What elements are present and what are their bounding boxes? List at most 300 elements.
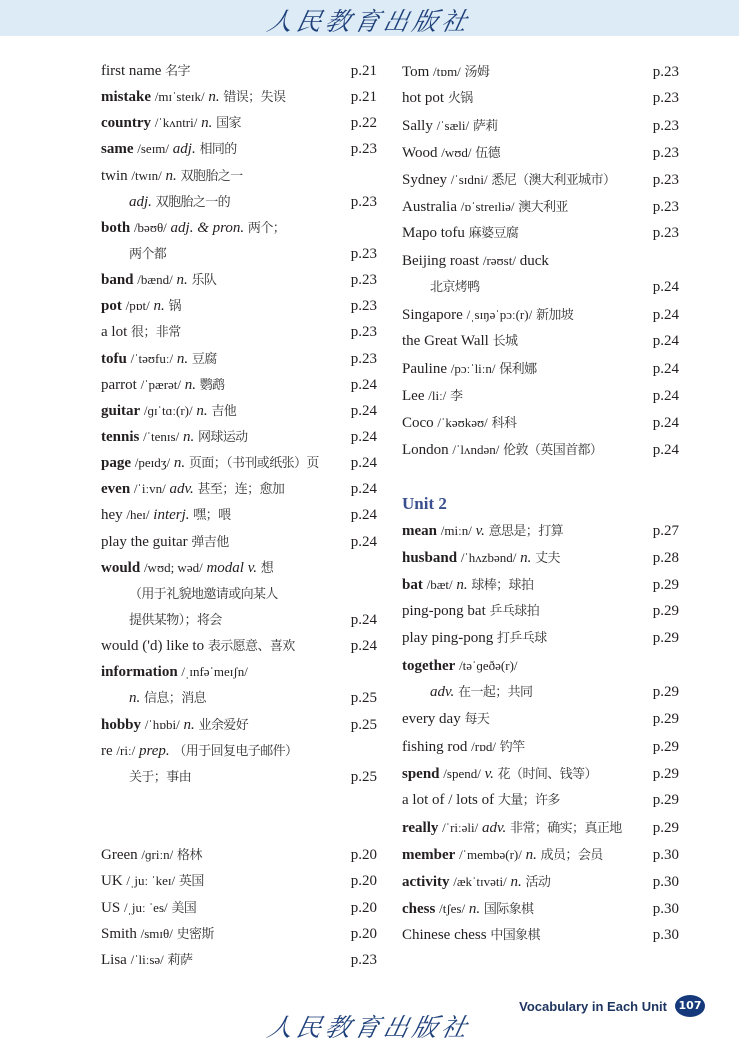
- part-of-speech: n.: [182, 428, 195, 445]
- headword: Pauline: [402, 361, 447, 377]
- phonetic: /ˈhɒbi/: [144, 716, 180, 732]
- entry-text: [402, 706, 489, 733]
- headword: Chinese chess: [402, 927, 487, 943]
- headword-continued: duck: [519, 253, 549, 269]
- headword: would: [101, 559, 141, 576]
- page-reference: p.23: [350, 951, 377, 968]
- vocab-entry: [101, 58, 377, 84]
- headword: page: [101, 455, 131, 472]
- page-reference: p.29: [652, 792, 679, 808]
- entry-text: [402, 733, 525, 761]
- page-reference: p.24: [350, 533, 377, 550]
- vocab-entry: [402, 409, 679, 436]
- entry-text: [101, 581, 278, 608]
- entry-text: [402, 922, 540, 949]
- phonetic: /ˈkʌntri/: [154, 115, 198, 131]
- page-reference: p.24: [652, 279, 679, 295]
- spacer: [402, 463, 679, 490]
- phonetic: /təˈɡeðə(r)/: [459, 658, 518, 673]
- headword: fishing rod: [402, 739, 468, 755]
- part-of-speech: interj.: [153, 507, 190, 524]
- definition: 在一起；共同: [458, 685, 533, 700]
- vocab-entry: [101, 163, 377, 189]
- entry-text: [402, 679, 532, 706]
- part-of-speech: prep.: [138, 742, 170, 759]
- phonetic: /ɡɪˈtɑː(r)/: [143, 402, 193, 418]
- vocab-entry: [101, 868, 377, 894]
- page-reference: p.24: [350, 455, 377, 472]
- entry-text: [402, 841, 603, 869]
- definition: 乐队: [191, 273, 217, 289]
- definition: 北京烤鸭: [430, 280, 480, 295]
- vocab-entry: [101, 267, 377, 293]
- vocab-entry: [101, 424, 377, 450]
- headword: play the guitar: [101, 533, 188, 550]
- vocab-entry: [101, 189, 377, 215]
- phonetic: /ɒˈstreɪliə/: [460, 199, 515, 214]
- entry-text: [101, 398, 236, 425]
- headword: activity: [402, 874, 450, 890]
- entry-text: [402, 301, 573, 329]
- part-of-speech: adv.: [430, 684, 455, 700]
- part-of-speech: adv.: [482, 820, 507, 836]
- headword: guitar: [101, 402, 141, 419]
- definition: 每天: [464, 712, 490, 727]
- phonetic: /mɪˈsteɪk/: [154, 89, 205, 105]
- vocab-entry: [101, 712, 377, 738]
- vocab-entry: [101, 842, 377, 868]
- phonetic: /ˈliːsə/: [130, 951, 164, 967]
- page-reference: p.23: [652, 199, 679, 215]
- phonetic: /ˌɪnfəˈmeɪʃn/: [181, 664, 248, 680]
- definition: 新加坡: [535, 308, 574, 323]
- entry-text: [101, 764, 191, 791]
- page-reference: p.23: [350, 245, 377, 262]
- vocab-entry: [101, 529, 377, 555]
- phonetic: /spend/: [443, 766, 481, 781]
- definition: 火锅: [447, 91, 473, 106]
- vocab-entry: [402, 355, 679, 382]
- definition: 甚至；连；愈加: [197, 482, 285, 498]
- definition: 丈夫: [535, 551, 560, 566]
- phonetic: /bænd/: [137, 272, 173, 288]
- definition: 保利娜: [499, 362, 537, 377]
- definition: 成员；会员: [540, 848, 603, 863]
- phonetic: /heɪ/: [126, 507, 150, 523]
- definition: 吉他: [211, 403, 237, 419]
- phonetic: /rəʊst/: [482, 253, 516, 268]
- page-reference: p.23: [350, 350, 377, 367]
- entry-text: [101, 633, 295, 660]
- unit-heading: Unit 2: [402, 494, 447, 513]
- vocab-entry: [402, 247, 679, 274]
- page-reference: p.23: [652, 145, 679, 161]
- vocab-entry: [402, 814, 679, 841]
- headword: same: [101, 141, 134, 158]
- vocab-entry: [402, 922, 679, 949]
- entry-text: [402, 436, 602, 464]
- spacer: [101, 790, 377, 816]
- page-reference: p.24: [350, 481, 377, 498]
- definition: 信息；消息: [144, 691, 207, 707]
- phonetic: /ˈpærət/: [140, 376, 182, 392]
- vocab-entry: [101, 319, 377, 345]
- definition: 嘿；喂: [193, 508, 231, 524]
- page-reference: p.20: [350, 847, 377, 864]
- vocab-entry: [101, 398, 377, 424]
- entry-text: [402, 193, 568, 221]
- vocab-entry: [402, 436, 679, 463]
- entry-text: [402, 814, 622, 842]
- headword: re: [101, 742, 113, 759]
- vocab-entry: [402, 193, 679, 220]
- page-reference: p.30: [652, 847, 679, 863]
- publisher-logo-bottom: 人民教育出版社: [264, 1013, 474, 1042]
- vocab-entry: [402, 544, 679, 571]
- definition: 想: [260, 560, 274, 576]
- definition: 悉尼（澳大利亚城市）: [491, 173, 616, 188]
- vocab-entry: [101, 215, 377, 241]
- page-reference: p.23: [350, 298, 377, 315]
- page-reference: p.24: [350, 428, 377, 445]
- phonetic: /ˌjuː ˈkeɪ/: [126, 873, 176, 889]
- entry-text: [101, 293, 181, 320]
- vocab-entry: [101, 659, 377, 685]
- entry-text: [402, 895, 533, 923]
- page-reference: p.30: [652, 901, 679, 917]
- entry-text: [101, 110, 241, 137]
- vocab-entry: [402, 733, 679, 760]
- vocab-entry: [101, 581, 377, 607]
- phonetic: /bæt/: [426, 577, 453, 592]
- page-reference: p.29: [652, 577, 679, 593]
- entry-text: [101, 895, 196, 922]
- definition: 页面；（书刊或纸张）页: [188, 456, 319, 472]
- entry-text: [402, 85, 473, 112]
- definition: 意思是；打算: [488, 524, 564, 539]
- headword: chess: [402, 901, 436, 917]
- definition: 双胞胎之一的: [155, 194, 231, 210]
- definition: 活动: [525, 875, 551, 890]
- page-reference: p.25: [350, 768, 377, 785]
- entry-text: [101, 372, 225, 399]
- headword: play ping-pong: [402, 630, 494, 646]
- entry-text: [101, 529, 229, 556]
- page-reference: p.24: [350, 638, 377, 655]
- vocab-entry: [402, 382, 679, 409]
- headword: Green: [101, 847, 138, 864]
- headword: every day: [402, 711, 461, 727]
- entry-text: [101, 189, 230, 216]
- entry-text: [402, 868, 550, 896]
- headword: spend: [402, 766, 440, 782]
- vocab-entry: [402, 58, 679, 85]
- page-reference: p.20: [350, 925, 377, 942]
- headword: tennis: [101, 428, 140, 445]
- vocab-entry: [402, 220, 679, 247]
- page-reference: p.20: [350, 899, 377, 916]
- vocab-entry: [402, 274, 679, 301]
- phonetic: /liː/: [428, 388, 447, 403]
- vocab-entry: [402, 166, 679, 193]
- definition: 国家: [216, 116, 241, 132]
- headword: Singapore: [402, 307, 463, 323]
- part-of-speech: n.: [176, 350, 189, 367]
- headword: band: [101, 272, 134, 289]
- entry-text: [101, 712, 248, 739]
- part-of-speech: n.: [176, 272, 188, 289]
- phonetic: /ˈriːəli/: [442, 820, 479, 835]
- page-reference: p.24: [350, 402, 377, 419]
- definition: 麻婆豆腐: [468, 226, 519, 241]
- definition: 花（时间、钱等）: [497, 767, 597, 782]
- headword: US: [101, 899, 121, 916]
- page-reference: p.20: [350, 873, 377, 890]
- phonetic: /ˈsæli/: [436, 118, 470, 133]
- definition: 鹦鹉: [199, 377, 225, 393]
- headword: member: [402, 847, 456, 863]
- vocab-entry: [402, 85, 679, 112]
- phonetic: /wʊd; wəd/: [143, 559, 203, 575]
- definition: 史密斯: [176, 926, 214, 942]
- spacer: [101, 816, 377, 842]
- page-reference: p.24: [350, 376, 377, 393]
- definition: 球棒；球拍: [471, 578, 534, 593]
- entry-text: [101, 58, 190, 85]
- definition: 澳大利亚: [518, 200, 568, 215]
- page-reference: p.25: [350, 716, 377, 733]
- headword: Sally: [402, 118, 433, 134]
- entry-text: [101, 319, 181, 346]
- phonetic: /ˈtəʊfuː/: [130, 350, 174, 366]
- vocab-entry: [402, 139, 679, 166]
- entry-text: [402, 328, 517, 355]
- entry-text: [101, 738, 297, 765]
- page-reference: p.29: [652, 630, 679, 646]
- definition: 国际象棋: [483, 902, 534, 917]
- page-reference: p.29: [652, 739, 679, 755]
- entry-text: [402, 274, 480, 301]
- vocab-entry: [402, 598, 679, 625]
- headword: Sydney: [402, 172, 447, 188]
- phonetic: /ˌsɪŋəˈpɔː(r)/: [466, 307, 533, 322]
- phonetic: /ˈkəʊkəʊ/: [437, 415, 488, 430]
- phonetic: /tʃes/: [439, 901, 466, 916]
- definition: 非常；确实；真正地: [510, 821, 622, 836]
- phonetic: /ˌjuː ˈes/: [123, 899, 168, 915]
- definition: 网球运动: [197, 429, 248, 445]
- vocab-entry: [402, 571, 679, 598]
- entry-text: [101, 685, 206, 712]
- part-of-speech: n.: [468, 901, 481, 917]
- vocabulary-column-right: [402, 58, 679, 949]
- headword: hot pot: [402, 90, 445, 106]
- definition: 伦敦（英国首都）: [503, 443, 603, 458]
- entry-text: [101, 921, 214, 948]
- definition: 伍德: [475, 146, 501, 161]
- entry-text: [101, 659, 248, 685]
- entry-text: [101, 502, 230, 529]
- headword: Lisa: [101, 951, 127, 968]
- entry-text: [101, 555, 273, 582]
- headword: the Great Wall: [402, 333, 489, 349]
- headword: Lee: [402, 388, 425, 404]
- entry-text: [402, 247, 549, 275]
- part-of-speech: modal v.: [206, 559, 258, 576]
- page-reference: p.23: [350, 324, 377, 341]
- headword: first name: [101, 63, 162, 79]
- part-of-speech: n.: [183, 716, 195, 733]
- page-reference: p.21: [350, 63, 377, 79]
- definition: 英国: [178, 874, 204, 890]
- entry-text: [101, 607, 222, 634]
- page-number-badge: 107: [675, 995, 705, 1017]
- definition: 大量；许多: [497, 793, 560, 808]
- page-reference: p.24: [350, 611, 377, 628]
- entry-text: [402, 382, 462, 410]
- part-of-speech: n.: [184, 376, 197, 393]
- part-of-speech: n.: [520, 550, 532, 566]
- entry-text: [101, 215, 285, 242]
- headword: twin: [101, 167, 128, 184]
- entry-text: [402, 139, 500, 167]
- definition: 双胞胎之一: [180, 168, 243, 184]
- page-reference: p.24: [652, 333, 679, 349]
- part-of-speech: n.: [196, 402, 208, 419]
- entry-text: [402, 220, 518, 247]
- definition: 打乒乓球: [497, 631, 547, 646]
- vocab-entry: [402, 706, 679, 733]
- vocab-entry: [101, 607, 377, 633]
- page-reference: p.23: [652, 90, 679, 106]
- phonetic: /smɪθ/: [140, 925, 173, 941]
- headword: Mapo tofu: [402, 225, 465, 241]
- entry-text: [101, 136, 237, 163]
- page-reference: p.29: [652, 684, 679, 700]
- headword: both: [101, 219, 131, 236]
- definition: 错误；失误: [223, 90, 286, 106]
- vocab-entry: [101, 84, 377, 110]
- definition: 弹吉他: [191, 534, 229, 550]
- part-of-speech: n.: [165, 167, 177, 184]
- vocab-entry: [101, 476, 377, 502]
- unit-heading-row: [402, 490, 679, 517]
- page-reference: p.23: [652, 64, 679, 80]
- page-reference: p.24: [652, 361, 679, 377]
- vocab-entry: [101, 372, 377, 398]
- page-reference: p.24: [652, 442, 679, 458]
- definition: 科科: [491, 416, 517, 431]
- vocab-entry: [402, 760, 679, 787]
- vocab-entry: [402, 895, 679, 922]
- entry-text: [101, 947, 192, 974]
- entry-text: [101, 267, 216, 294]
- definition: 业余爱好: [198, 717, 249, 733]
- page-reference: p.27: [652, 523, 679, 539]
- entry-text: [402, 652, 518, 680]
- headword: even: [101, 481, 131, 498]
- entry-text: [402, 112, 498, 140]
- page-reference: p.30: [652, 927, 679, 943]
- headword: mistake: [101, 89, 151, 106]
- definition: （用于礼貌地邀请或向某人: [129, 586, 278, 602]
- page-reference: p.24: [652, 388, 679, 404]
- vocab-entry: [101, 346, 377, 372]
- phonetic: /miːn/: [440, 523, 472, 538]
- entry-text: [402, 544, 560, 572]
- vocab-entry: [101, 947, 377, 973]
- vocab-entry: [402, 625, 679, 652]
- part-of-speech: n.: [129, 690, 141, 707]
- vocab-entry: [101, 921, 377, 947]
- definition: 李: [450, 389, 463, 404]
- phonetic: /ˈlʌndən/: [452, 442, 500, 457]
- vocab-entry: [101, 241, 377, 267]
- headword: really: [402, 820, 439, 836]
- headword: parrot: [101, 376, 137, 393]
- headword: Coco: [402, 415, 434, 431]
- headword: Australia: [402, 199, 457, 215]
- vocab-entry: [402, 112, 679, 139]
- entry-text: [101, 163, 243, 190]
- phonetic: /tɒm/: [433, 64, 461, 79]
- vocab-entry: [101, 764, 377, 790]
- definition: 格林: [176, 848, 202, 864]
- headword: country: [101, 115, 151, 132]
- headword: mean: [402, 523, 437, 539]
- headword: tofu: [101, 350, 127, 367]
- phonetic: /seɪm/: [137, 141, 170, 157]
- page-reference: p.23: [652, 172, 679, 188]
- headword: together: [402, 658, 456, 674]
- phonetic: /ˈmembə(r)/: [459, 847, 522, 862]
- headword: bat: [402, 577, 423, 593]
- headword: a lot of / lots of: [402, 792, 495, 808]
- page-reference: p.23: [652, 225, 679, 241]
- headword: information: [101, 664, 178, 681]
- part-of-speech: adj. & pron.: [170, 219, 245, 236]
- vocab-entry: [402, 301, 679, 328]
- headword: Tom: [402, 64, 430, 80]
- definition: 提供某物）；将会: [129, 612, 222, 628]
- phonetic: /ˈhʌzbənd/: [460, 550, 517, 565]
- vocabulary-column-left: [101, 58, 377, 973]
- vocab-entry: [101, 738, 377, 764]
- entry-text: [101, 868, 204, 895]
- page-reference: p.28: [652, 550, 679, 566]
- phonetic: /rɒd/: [471, 739, 497, 754]
- phonetic: /pɒt/: [125, 298, 150, 314]
- headword: would ('d) like to: [101, 638, 205, 655]
- vocab-entry: [101, 555, 377, 581]
- phonetic: /twɪn/: [131, 167, 162, 183]
- vocab-entry: [101, 293, 377, 319]
- definition: 名字: [165, 64, 190, 79]
- part-of-speech: n.: [510, 874, 522, 890]
- definition: 豆腐: [191, 351, 217, 367]
- page-reference: p.29: [652, 711, 679, 727]
- definition: 锅: [168, 299, 181, 315]
- headword: ping-pong bat: [402, 603, 486, 619]
- part-of-speech: n.: [153, 298, 165, 315]
- phonetic: /ˈsɪdni/: [450, 172, 488, 187]
- part-of-speech: n.: [208, 89, 220, 106]
- entry-text: [402, 571, 533, 599]
- definition: 乒乓球拍: [489, 604, 540, 619]
- phonetic: /bəʊθ/: [133, 219, 167, 235]
- entry-text: [101, 842, 202, 869]
- part-of-speech: v.: [484, 766, 494, 782]
